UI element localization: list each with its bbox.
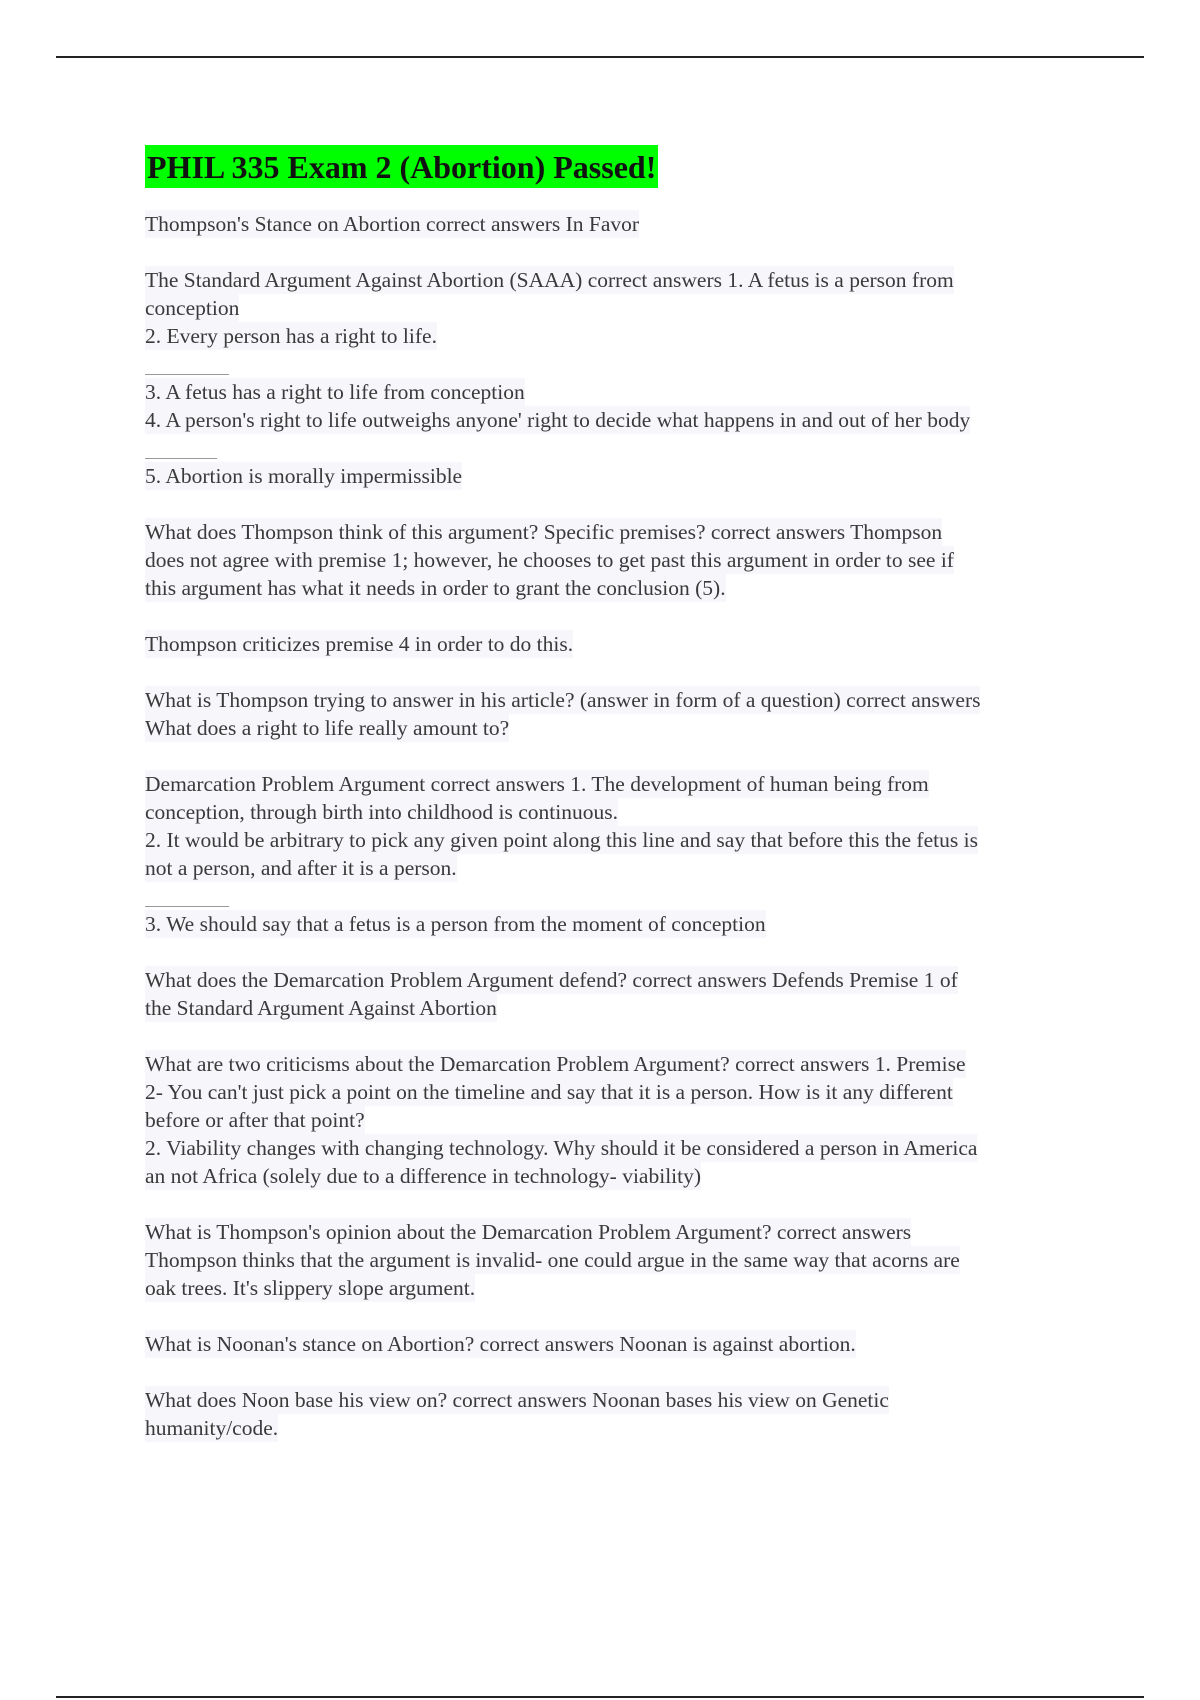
qa-block [145,1050,1090,1190]
text-line: What does a right to life really amount to? [145,716,510,740]
bottom-rule [56,1696,1144,1698]
qa-block [145,770,1090,938]
text-line: Demarcation Problem Argument correct answers 1. The development of human being from [145,772,929,796]
text-line: conception, through birth into childhood is continuous. [145,800,618,824]
text-line: What is Thompson trying to answer in his article? (answer in form of a question) correct answers [145,688,981,712]
premise-separator [145,350,1090,378]
text-line: What is Thompson's opinion about the Demarcation Problem Argument? correct answers [145,1220,912,1244]
document-body [145,145,1090,1470]
text-line: Thompson thinks that the argument is invalid- one could argue in the same way that acorns are [145,1248,960,1272]
text-line: does not agree with premise 1; however, he chooses to get past this argument in order to see if [145,548,954,572]
text-line: The Standard Argument Against Abortion (SAAA) correct answers 1. A fetus is a person from [145,268,954,292]
text-line: an not Africa (solely due to a difference in technology- viability) [145,1164,702,1188]
qa-block [145,210,1090,238]
text-line: this argument has what it needs in order to grant the conclusion (5). [145,576,726,600]
top-rule [56,56,1144,58]
text-line: the Standard Argument Against Abortion [145,996,497,1020]
qa-block [145,966,1090,1022]
qa-block [145,1330,1090,1358]
text-line: What are two criticisms about the Demarcation Problem Argument? correct answers 1. Premise [145,1052,966,1076]
qa-block [145,630,1090,658]
text-line: What does the Demarcation Problem Argument defend? correct answers Defends Premise 1 of [145,968,958,992]
document-title: PHIL 335 Exam 2 (Abortion) Passed! [145,145,658,188]
text-line: conception [145,296,240,320]
text-line: not a person, and after it is a person. [145,856,457,880]
text-line: What is Noonan's stance on Abortion? correct answers Noonan is against abortion. [145,1332,856,1356]
qa-block [145,1218,1090,1302]
qa-block [145,266,1090,490]
text-line: humanity/code. [145,1416,279,1440]
qa-block [145,686,1090,742]
conclusion-separator [145,882,1090,910]
text-line: 2. Viability changes with changing technology. Why should it be considered a person in America [145,1136,978,1160]
text-line: 3. We should say that a fetus is a person from the moment of conception [145,912,766,936]
text-line: What does Thompson think of this argument? Specific premises? correct answers Thompson [145,520,943,544]
text-line: 5. Abortion is morally impermissible [145,464,463,488]
text-line: 2. It would be arbitrary to pick any given point along this line and say that before this the fetus is [145,828,978,852]
qa-block [145,518,1090,602]
conclusion-separator [145,434,1090,462]
qa-block [145,1386,1090,1442]
text-line: before or after that point? [145,1108,365,1132]
text-line: 3. A fetus has a right to life from conception [145,380,525,404]
text-line: oak trees. It's slippery slope argument. [145,1276,476,1300]
text-line: 2. Every person has a right to life. [145,324,437,348]
text-line: 4. A person's right to life outweighs anyone' right to decide what happens in and out of her body [145,408,971,432]
text-line: 2- You can't just pick a point on the timeline and say that it is a person. How is it any different [145,1080,953,1104]
text-line: What does Noon base his view on? correct answers Noonan bases his view on Genetic [145,1388,889,1412]
text-line: Thompson criticizes premise 4 in order to do this. [145,632,574,656]
text-line: Thompson's Stance on Abortion correct answers In Favor [145,212,640,236]
